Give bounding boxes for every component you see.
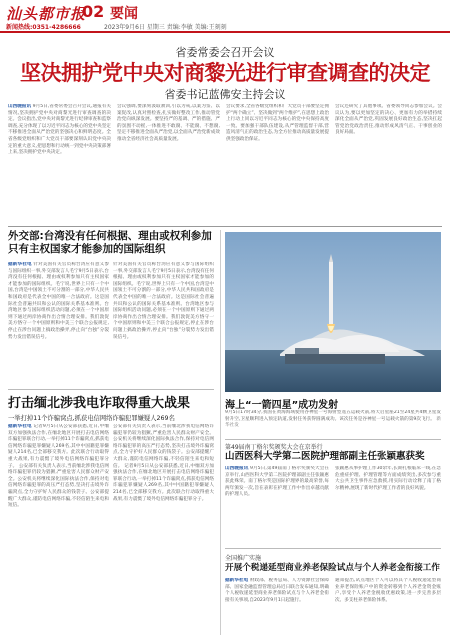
foreign-ministry-col-1 bbox=[8, 262, 109, 384]
story-divider-2 bbox=[225, 439, 441, 440]
fraud-col-1-text-more: 公安部有关负责人表示,当前缅北涉我电信网络诈骗犯罪仍较为猖獗,严重危害人民群众财产安全。公安机关将继续深化国际执法合作,保持对电信网络诈骗犯罪的高压严打态势,坚决打击境外诈骗窝点,全力守护好人民群众的钱袋子。公安部提醒广大群众,谨防电信网络诈骗,不轻信陌生来电和短信。 bbox=[8, 463, 109, 509]
photo-credit: 新华社发 bbox=[225, 416, 441, 429]
masthead-divider bbox=[0, 31, 450, 33]
section-divider bbox=[8, 226, 442, 227]
dateline: 2023年9月6日 星期三 责编:李敏 美编:王刻刻 bbox=[104, 24, 227, 31]
lead-col-2 bbox=[117, 104, 220, 222]
medical-col-2-text: 张颖惠从事护理工作30余年,长期扎根临床一线,在急危重症护理、护理管理等方面成绩突出,多次参与重大公共卫生事件应急救援,用实际行动诠释了南丁格尔精神,展现了新时代护理工作者的良好风貌。 bbox=[335, 466, 441, 491]
medical-lead-in: 山西晚报讯 bbox=[225, 466, 249, 471]
news-hotline: 新闻热线:0351-4286666 bbox=[6, 24, 81, 31]
lead-subhead: 省委书记蓝佛安主持会议 bbox=[164, 88, 286, 101]
medical-col-1-text: 9月5日,第49届南丁格尔奖颁奖大会在京举行,山西医科大学第二医院护理部副主任张颖惠获此殊荣。南丁格尔奖是国际护理界的最高荣誉,每两年颁发一次,旨在表彰在护理工作中作出卓越贡献的护理人员。 bbox=[225, 466, 329, 498]
section-title: 要闻 bbox=[110, 6, 138, 22]
pension-col-1-text: 财政部、税务总局、人力资源社会保障部、国家金融监督管理总局近日联合发布通知,明确个人税收递延型商业养老保险试点与个人养老金衔接有关事项,自2023年9月1日起施行。 bbox=[225, 578, 329, 603]
lead-kicker: 省委常委会召开会议 bbox=[175, 46, 275, 59]
lead-col-3 bbox=[226, 104, 329, 222]
fraud-headline: 打击缅北涉我电诈取得重大战果 bbox=[8, 396, 191, 411]
masthead bbox=[0, 0, 450, 36]
photo-caption-text: 9月5日17时34分,我国在黄海海域使用谷神星一号海射型遥五运载火箭,将天启星座21至24星共4颗卫星发射升空,卫星顺利进入预定轨道,发射任务获得圆满成功。该次任务是谷神星一号运载火箭的第9次飞行。 bbox=[225, 410, 441, 422]
rocket-launch-image bbox=[225, 232, 441, 392]
foreign-ministry-text: 针对美国有关官员称台湾应有意义参与国际组织一事,外交部发言人毛宁9月5日表示,台湾没有任何根据、理由或权利参加只有主权国家才能参加的国际组织。毛宁说,世界上只有一个中国,台湾是中国领土不可分割的一部分,中华人民共和国政府是代表全中国的唯一合法政府。这是国际社会普遍共识和公认的国际关系基本准则。台湾地区参与国际组织活动问题,必须在一个中国原则下通过两岸协商作出合情合理安排。我们敦促美方恪守一个中国原则和中美三个联合公报规定,停止在涉台问题上搞政治操弄,停止向“台独”分裂势力发出错误信号。 bbox=[8, 262, 109, 340]
pension-kicker: 全国推广实施 bbox=[225, 555, 262, 562]
foreign-ministry-headline: 外交部:台湾没有任何根据、理由或权利参加只有主权国家才能参加的国际组织 bbox=[8, 230, 212, 255]
medical-col-2 bbox=[335, 466, 441, 544]
story-divider bbox=[8, 389, 214, 390]
lead-col-4 bbox=[335, 104, 442, 222]
fraud-col-2-text-more: 记者9月5日从公安部获悉,近日,中缅双方加强执法合作,在缅北地区开展打击电信网络诈骗犯罪联合行动,一举打掉11个诈骗窝点,抓获电信网络诈骗犯罪嫌疑人269名,其中中国籍犯罪嫌疑人214名,已全部移交我方。此次联合行动取得重大战果,有力震慑了境外电信网络诈骗犯罪分子。 bbox=[113, 463, 214, 502]
lead-headline: 坚决拥护党中央对商黎光进行审查调查的决定 bbox=[20, 61, 430, 85]
lead-col-1 bbox=[8, 104, 111, 222]
lead-col-2-text: 会议强调,要深刻汲取教训,引以为戒,以案为鉴、以案促改,认真对照检查,扎实做好整改工作,推动管党治党向纵深发展。要坚持严的基调、严的措施、严的氛围不动摇,一体推进不敢腐、不能腐、不想腐,坚定不移推进全面从严治党,以全面从严治党新成效推动全省经济社会高质量发展。 bbox=[117, 104, 220, 142]
story-divider-3 bbox=[225, 548, 441, 549]
lead-col-3-text: 会议要求,全省各级党组织和广大党员干部要坚定拥护“两个确立”、坚决做到“两个维护”,在思想上政治上行动上同以习近平同志为核心的党中央保持高度一致。要加强干部队伍建设,从严管理监督干部,营造风清气正的政治生态,为全方位推动高质量发展提供坚强政治保证。 bbox=[226, 104, 329, 142]
pension-col-2 bbox=[335, 578, 441, 636]
medical-headline: 山西医科大学第二医院护理部副主任张颖惠获奖 bbox=[225, 451, 425, 462]
lead-col-4-text: 会议还研究了其他事项。省委领导同志参加会议。会议认为,要以更加坚定的决心、更加有力的举措持续深化全面从严治党,巩固发展良好政治生态,坚决扛起管党治党政治责任,推动形成风清气正、干事创业的良好局面。 bbox=[335, 104, 442, 136]
fraud-lead-in: 据新华社电 bbox=[8, 424, 32, 429]
medical-col-1 bbox=[225, 466, 329, 544]
fraud-col-2-text: 公安部有关负责人表示,当前缅北涉我电信网络诈骗犯罪仍较为猖獗,严重危害人民群众财产安全。公安机关将继续深化国际执法合作,保持对电信网络诈骗犯罪的高压严打态势,坚决打击境外诈骗窝点,全力守护好人民群众的钱袋子。公安部提醒广大群众,谨防电信网络诈骗,不轻信陌生来电和短信。 bbox=[113, 424, 214, 469]
column-divider bbox=[220, 230, 221, 635]
foreign-ministry-col-2 bbox=[113, 262, 214, 384]
pension-col-2-text: 通知提出,试点地区个人可以将其个人税收递延型商业养老保险账户中的资金转移到个人养老金资金账户,享受个人养老金税收优惠政策,进一步完善多层次、多支柱养老保险体系。 bbox=[335, 578, 441, 603]
fraud-subhead: 一举打掉11个诈骗窝点,抓获电信网络诈骗犯罪嫌疑人269名 bbox=[8, 415, 175, 422]
photo-caption-title: 海上“一箭四星”成功发射 bbox=[225, 400, 339, 411]
pension-col-1 bbox=[225, 578, 329, 636]
rocket-launch-photo bbox=[225, 232, 441, 392]
foreign-ministry-text-2: 针对美国有关官员称台湾应有意义参与国际组织一事,外交部发言人毛宁9月5日表示,台湾没有任何根据、理由或权利参加只有主权国家才能参加的国际组织。毛宁说,世界上只有一个中国,台湾是中国领土不可分割的一部分,中华人民共和国政府是代表全中国的唯一合法政府。这是国际社会普遍共识和公认的国际关系基本准则。台湾地区参与国际组织活动问题,必须在一个中国原则下通过两岸协商作出合情合理安排。我们敦促美方恪守一个中国原则和中美三个联合公报规定,停止在涉台问题上搞政治操弄,停止向“台独”分裂势力发出错误信号。 bbox=[113, 262, 214, 340]
medical-kicker: 第49届南丁格尔奖颁奖大会在京举行 bbox=[225, 444, 323, 451]
lead-col-1-text: 9月5日,省委常委会召开会议,通报有关情况,坚决拥护党中央对商黎光进行审查调查的决定。会议指出,党中央对商黎光进行纪律审查和监察调查,充分体现了以习近平同志为核心的党中央坚定不移推进全面从严治党的坚强决心和鲜明态度。全省各级党组织和广大党员干部要深刻认识党中央决定的重大意义,把思想和行动统一到党中央决策部署上来,坚决拥护党中央决定。 bbox=[8, 104, 111, 156]
page-number: 02 bbox=[82, 2, 105, 21]
fraud-col-2 bbox=[113, 424, 214, 634]
lead-in: 山西晚报讯 bbox=[8, 104, 32, 109]
photo-caption-body bbox=[225, 410, 441, 437]
fraud-col-1-text: 记者9月5日从公安部获悉,近日,中缅双方加强执法合作,在缅北地区开展打击电信网络诈骗犯罪联合行动,一举打掉11个诈骗窝点,抓获电信网络诈骗犯罪嫌疑人269名,其中中国籍犯罪嫌疑人214名,已全部移交我方。此次联合行动取得重大战果,有力震慑了境外电信网络诈骗犯罪分子。 bbox=[8, 424, 109, 469]
newspaper-logo: 汕头都市报 bbox=[6, 5, 87, 23]
foreign-ministry-lead-in: 据新华社电 bbox=[8, 262, 32, 267]
pension-headline: 开展个税递延型商业养老保险试点与个人养老金衔接工作 bbox=[225, 563, 440, 573]
pension-lead-in: 据新华社电 bbox=[225, 578, 249, 583]
fraud-col-1 bbox=[8, 424, 109, 634]
